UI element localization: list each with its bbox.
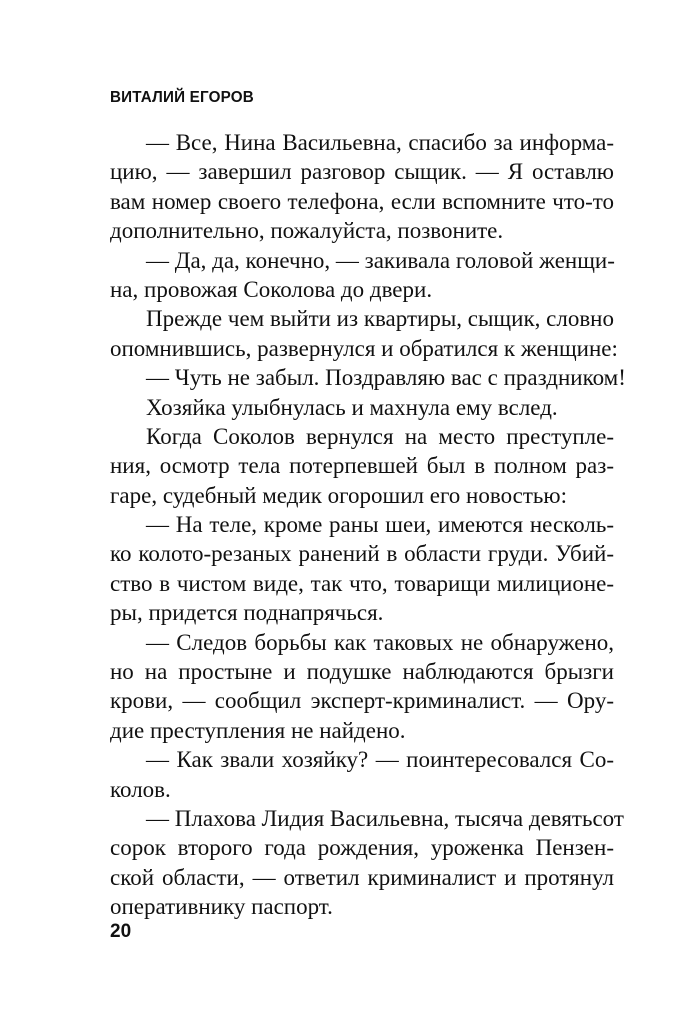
text-line: на, провожая Соколова до двери.: [110, 276, 433, 302]
running-head: ВИТАЛИЙ ЕГОРОВ: [110, 89, 254, 106]
text-line: — Следов борьбы как таковых не обнаружено,: [146, 629, 614, 655]
text-line: ко колото-резаных ранений в области груди. Убий-: [110, 541, 614, 567]
text-line: цию, — завершил разговор сыщик. — Я оставлю: [110, 159, 614, 185]
text-line: — Как звали хозяйку? — поинтересовался Со-: [146, 747, 614, 773]
body-text: [110, 128, 626, 922]
page-number: 20: [110, 921, 132, 942]
text-line: — Да, да, конечно, — закивала головой женщи-: [146, 247, 615, 273]
text-line: Когда Соколов вернулся на место преступле-: [146, 423, 614, 449]
text-line: дополнительно, пожалуйста, позвоните.: [110, 218, 504, 244]
text-line: ры, придется поднапрячься.: [110, 600, 384, 626]
text-line: вам номер своего телефона, если вспомните что-то: [110, 188, 614, 214]
text-line: — На теле, кроме раны шеи, имеются несколь-: [146, 512, 614, 538]
text-line: но на простыне и подушке наблюдаются брызги: [110, 659, 614, 685]
text-line: опомнившись, развернулся и обратился к женщине:: [110, 335, 618, 361]
text-line: — Все, Нина Васильевна, спасибо за информа-: [146, 130, 614, 155]
text-line: ской области, — ответил криминалист и протянул: [110, 864, 614, 890]
text-line: дие преступления не найдено.: [110, 717, 406, 743]
text-line: колов.: [110, 776, 171, 802]
text-line: крови, — сообщил эксперт-криминалист. — Ору-: [110, 688, 614, 714]
text-line: — Чуть не забыл. Поздравляю вас с праздником!: [146, 365, 626, 391]
text-line: ство в чистом виде, так что, товарищи милиционе-: [110, 570, 614, 596]
text-line: Прежде чем выйти из квартиры, сыщик, словно: [146, 306, 614, 332]
text-line: ния, осмотр тела потерпевшей был в полном раз-: [110, 453, 614, 479]
text-line: сорок второго года рождения, уроженка Пензен-: [110, 835, 614, 861]
text-line: оперативнику паспорт.: [110, 894, 333, 920]
text-line: — Плахова Лидия Васильевна, тысяча девятьсот: [146, 805, 624, 831]
text-line: Хозяйка улыбнулась и махнула ему вслед.: [146, 394, 558, 420]
text-line: гаре, судебный медик огорошил его новостью:: [110, 482, 567, 508]
